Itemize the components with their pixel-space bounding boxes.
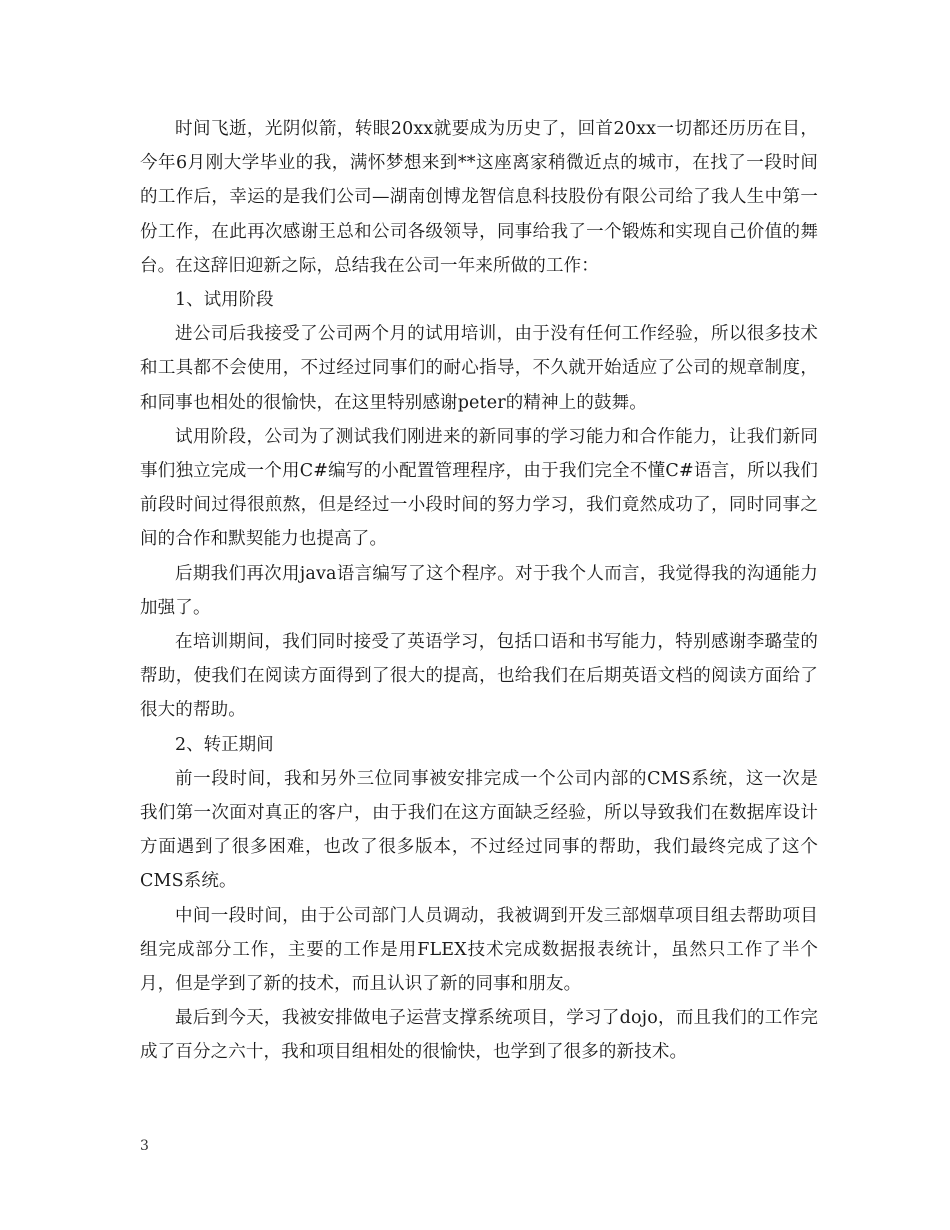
document-body [140,112,818,1070]
page-number: 3 [140,1138,149,1154]
paragraph-dojo: 最后到今天，我被安排做电子运营支撑系统项目，学习了dojo，而且我们的工作完成了百分之六十，我和项目组相处的很愉快，也学到了很多的新技术。 [140,1008,818,1063]
section-heading-trial-period: 1、试用阶段 [175,290,274,311]
paragraph-java: 后期我们再次用java语言编写了这个程序。对于我个人而言，我觉得我的沟通能力加强了。 [140,563,818,618]
paragraph-intro: 时间飞逝，光阴似箭，转眼20xx就要成为历史了，回首20xx一切都还历历在目，今年6月刚大学毕业的我，满怀梦想来到**这座离家稍微近点的城市，在找了一段时间的工作后，幸运的是我们公司—湖南创博龙智信息科技股份有限公司给了我人生中第一份工作，在此再次感谢王总和公司各级领导，同事给我了一个锻炼和实现自己价值的舞台。在这辞旧迎新之际，总结我在公司一年来所做的工作： [140,119,818,276]
section-heading-regularization: 2、转正期间 [175,734,274,755]
paragraph-cms: 前一段时间，我和另外三位同事被安排完成一个公司内部的CMS系统，这一次是我们第一次面对真正的客户，由于我们在这方面缺乏经验，所以导致我们在数据库设计方面遇到了很多困难，也改了很多版本，不过经过同事的帮助，我们最终完成了这个CMS系统。 [140,768,818,892]
paragraph-trial-test: 试用阶段，公司为了测试我们刚进来的新同事的学习能力和合作能力，让我们新同事们独立完成一个用C#编写的小配置管理程序，由于我们完全不懂C#语言，所以我们前段时间过得很煎熬，但是经过一小段时间的努力学习，我们竟然成功了，同时同事之间的合作和默契能力也提高了。 [140,426,818,550]
paragraph-training: 进公司后我接受了公司两个月的试用培训，由于没有任何工作经验，所以很多技术和工具都不会使用，不过经过同事们的耐心指导，不久就开始适应了公司的规章制度，和同事也相处的很愉快，在这里特别感谢peter的精神上的鼓舞。 [140,324,818,413]
paragraph-flex: 中间一段时间，由于公司部门人员调动，我被调到开发三部烟草项目组去帮助项目组完成部分工作，主要的工作是用FLEX技术完成数据报表统计，虽然只工作了半个月，但是学到了新的技术，而且认识了新的同事和朋友。 [140,905,818,995]
paragraph-english-training: 在培训期间，我们同时接受了英语学习，包括口语和书写能力，特别感谢李璐莹的帮助，使我们在阅读方面得到了很大的提高，也给我们在后期英语文档的阅读方面给了很大的帮助。 [140,632,818,721]
